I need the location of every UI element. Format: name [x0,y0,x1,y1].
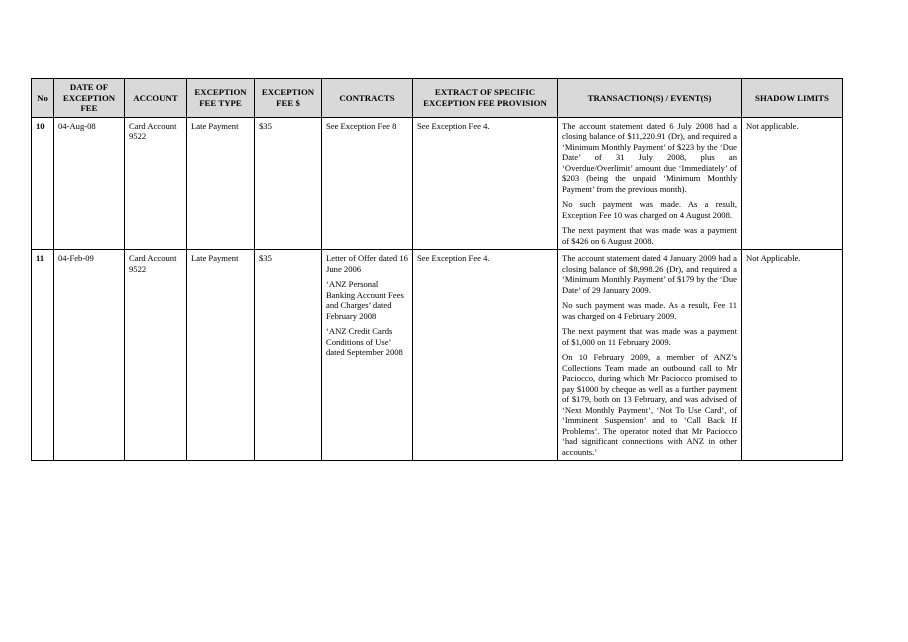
row-extract: See Exception Fee 4. [413,118,558,250]
exception-fee-table [31,78,843,461]
contract-entry: ‘ANZ Credit Cards Conditions of Use’ dated September 2008 [326,326,403,358]
header-shadow-limits: SHADOW LIMITS [742,79,843,118]
row-events [558,118,742,250]
contract-entry: See Exception Fee 8 [326,121,397,131]
row-shadow-limits: Not Applicable. [742,250,843,461]
row-events [558,250,742,461]
header-extract: EXTRACT OF SPECIFIC EXCEPTION FEE PROVISION [413,79,558,118]
row-contracts [322,118,413,250]
header-row [32,79,843,118]
event-paragraph: No such payment was made. As a result, Fee 11 was charged on 4 February 2009. [562,300,737,321]
row-fee: $35 [255,118,322,250]
row-number: 10 [32,118,54,250]
row-fee: $35 [255,250,322,461]
contract-entry: Letter of Offer dated 16 June 2006 [326,253,408,274]
header-date: DATE OF EXCEPTION FEE [54,79,125,118]
contract-entry: ‘ANZ Personal Banking Account Fees and Charges’ dated February 2008 [326,279,404,321]
header-contracts: CONTRACTS [322,79,413,118]
header-transactions: TRANSACTION(S) / EVENT(S) [558,79,742,118]
header-fee-type: EXCEPTION FEE TYPE [187,79,255,118]
event-paragraph: The account statement dated 4 January 2009 had a closing balance of $8,998.26 (Dr), and required a ‘Minimum Monthly Payment’ of $179 by the ‘Due Date’ of 29 January 2009. [562,253,737,295]
row-date: 04-Feb-09 [54,250,125,461]
event-paragraph: The account statement dated 6 July 2008 had a closing balance of $11,220.91 (Dr), and required a ‘Minimum Monthly Payment’ of $223 by the ‘Due Date’ of 31 July 2008, plus an ‘Overdue/Overlimit’ amount due ‘Immediately’ of $203 (being the unpaid ‘Minimum Monthly Payment’ from the previous month). [562,121,737,194]
row-fee-type: Late Payment [187,250,255,461]
row-extract: See Exception Fee 4. [413,250,558,461]
row-fee-type: Late Payment [187,118,255,250]
event-paragraph: The next payment that was made was a payment of $1,000 on 11 February 2009. [562,326,737,347]
event-paragraph: No such payment was made. As a result, Exception Fee 10 was charged on 4 August 2008. [562,199,737,220]
row-account: Card Account 9522 [125,250,187,461]
row-contracts [322,250,413,461]
row-number: 11 [32,250,54,461]
header-no: No [32,79,54,118]
table-row [32,250,843,461]
header-fee: EXCEPTION FEE $ [255,79,322,118]
row-account: Card Account 9522 [125,118,187,250]
event-paragraph: On 10 February 2009, a member of ANZ’s Collections Team made an outbound call to Mr Paciocco, during which Mr Paciocco promised to pay $1000 by cheque as well as a further payment of $179, both on 13 February, and was advised of ‘Next Monthly Payment’, ‘Not To Use Card’, of ‘Imminent Suspension’ and to ‘Call Back If Problems’. The operator noted that Mr Paciocco ‘had significant connections with ANZ in other accounts.’ [562,352,737,457]
row-shadow-limits: Not applicable. [742,118,843,250]
header-account: ACCOUNT [125,79,187,118]
row-date: 04-Aug-08 [54,118,125,250]
table-row [32,118,843,250]
event-paragraph: The next payment that was made was a payment of $426 on 6 August 2008. [562,225,737,246]
